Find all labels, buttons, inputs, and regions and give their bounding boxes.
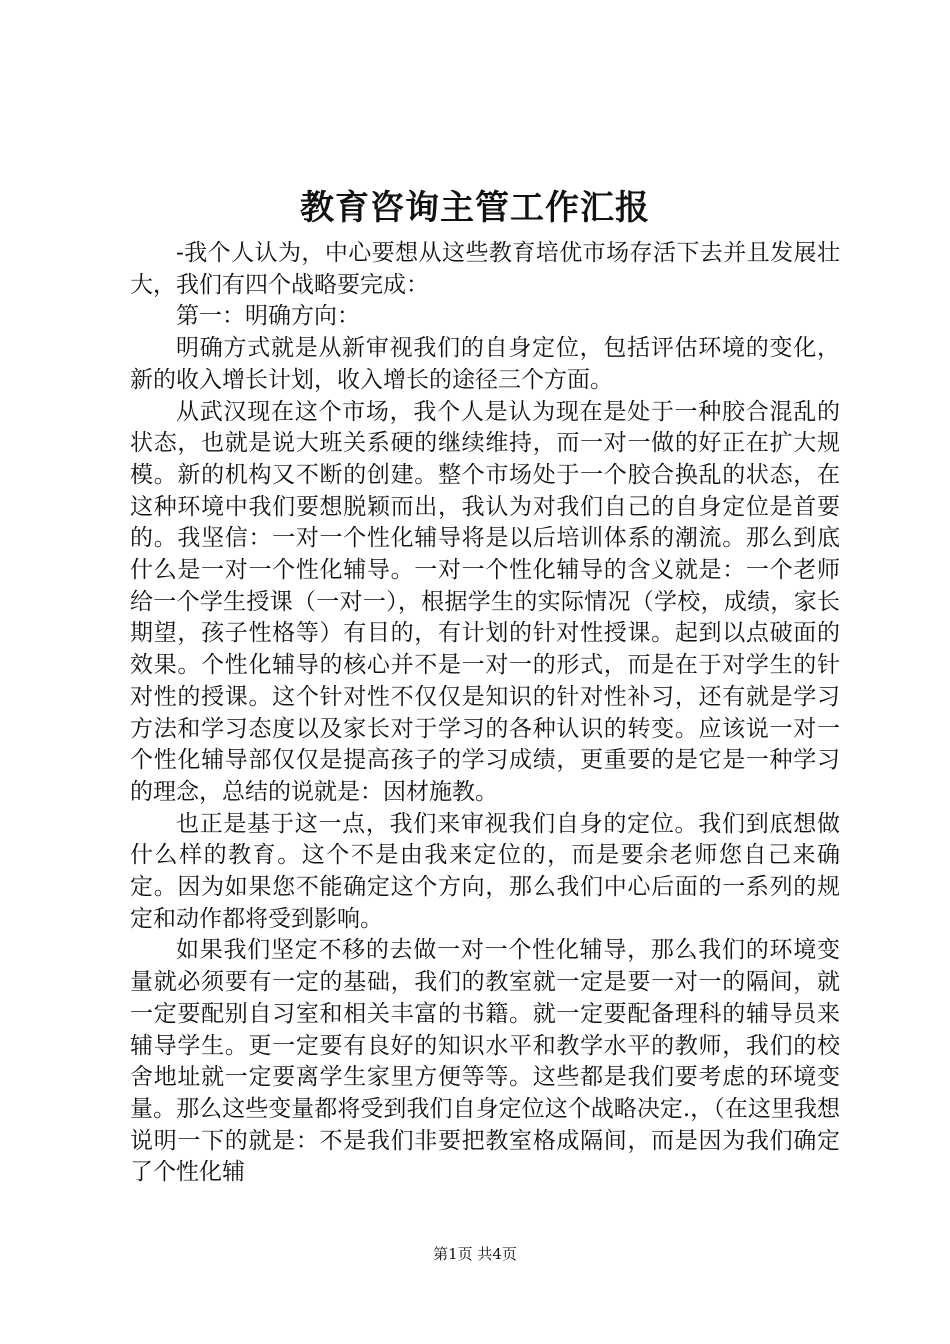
paragraph-direction: 明确方式就是从新审视我们的自身定位，包括评估环境的变化，新的收入增长计划，收入增长的途径三个方面。 <box>130 335 840 393</box>
paragraph-section-heading: 第一：明确方向： <box>176 303 360 330</box>
paragraph-positioning: 也正是基于这一点，我们来审视我们自身的定位。我们到底想做什么样的教育。这个不是由我来定位的，而是要余老师您自己来确定。因为如果您不能确定这个方向，那么我们中心后面的一系列的规定和动作都将受到影响。 <box>130 810 840 932</box>
paragraph-intro: -我个人认为，中心要想从这些教育培优市场存活下去并且发展壮大，我们有四个战略要完成： <box>130 240 840 298</box>
document-body <box>130 238 840 1189</box>
paragraph-market: 从武汉现在这个市场，我个人是认为现在是处于一种胶合混乱的状态，也就是说大班关系硬的继续维持，而一对一做的好正在扩大规模。新的机构又不断的创建。整个市场处于一个胶合换乱的状态，在这种环境中我们要想脱颖而出，我认为对我们自己的自身定位是首要的。我坚信：一对一个性化辅导将是以后培训体系的潮流。那么到底什么是一对一个性化辅导。一对一个性化辅导的含义就是：一个老师给一个学生授课（一对一），根据学生的实际情况（学校，成绩，家长期望，孩子性格等）有目的，有计划的针对性授课。起到以点破面的效果。个性化辅导的核心并不是一对一的形式，而是在于对学生的针对性的授课。这个针对性不仅仅是知识的针对性补习，还有就是学习方法和学习态度以及家长对于学习的各种认识的转变。应该说一对一个性化辅导部仅仅是提高孩子的学习成绩，更重要的是它是一种学习的理念，总结的说就是：因材施教。 <box>130 398 840 805</box>
page-footer: 第1页 共4页 <box>433 1245 517 1263</box>
document-title: 教育咨询主管工作汇报 <box>300 188 650 228</box>
paragraph-environment: 如果我们坚定不移的去做一对一个性化辅导，那么我们的环境变量就必须要有一定的基础，我们的教室就一定是要一对一的隔间，就一定要配别自习室和相关丰富的书籍。就一定要配备理科的辅导员来辅导学生。更一定要有良好的知识水平和教学水平的教师，我们的校舍地址就一定要离学生家里方便等等。这些都是我们要考虑的环境变量。那么这些变量都将受到我们自身定位这个战略决定.，（在这里我想说明一下的就是：不是我们非要把教室格成隔间，而是因为我们确定了个性化辅 <box>130 937 840 1186</box>
